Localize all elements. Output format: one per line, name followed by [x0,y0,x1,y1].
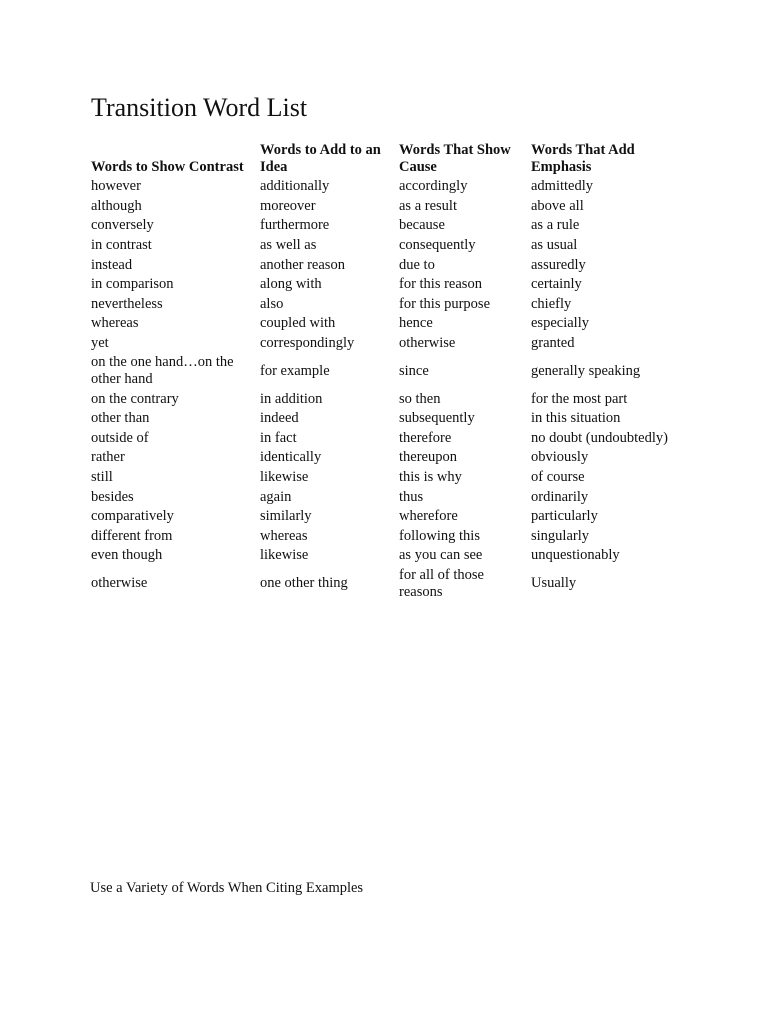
add-idea-word: again [260,488,292,505]
contrast-word: different from [91,527,173,544]
cause-word: for this reason [399,276,482,293]
table-row [90,409,690,429]
cause-word: otherwise [399,335,456,352]
table-row [90,566,690,602]
table-body [90,177,690,602]
emphasis-word: certainly [531,276,582,293]
add-idea-word: identically [260,449,322,466]
contrast-word: even though [91,547,163,564]
add-idea-word: additionally [260,178,330,195]
add-idea-word: also [260,295,284,312]
add-idea-word: as well as [260,237,317,254]
add-idea-word: one other thing [260,575,348,592]
cause-word: following this [399,527,480,544]
table-row [90,507,690,527]
cause-word: for this purpose [399,295,491,312]
contrast-word: whereas [91,315,139,332]
add-idea-word: likewise [260,547,309,564]
emphasis-word: obviously [531,449,589,466]
column-header-add-idea: Words to Add to an Idea [260,142,381,175]
add-idea-word: coupled with [260,315,336,332]
table-header-row [90,141,690,177]
contrast-word: on the one hand…on the other hand [91,354,234,388]
emphasis-word: particularly [531,508,598,525]
emphasis-word: admittedly [531,178,594,195]
emphasis-word: above all [531,197,584,214]
cause-word: thereupon [399,449,457,466]
emphasis-word: ordinarily [531,488,589,505]
table-row [90,353,690,389]
emphasis-word: chiefly [531,295,572,312]
table-row [90,527,690,547]
cause-word: hence [399,315,433,332]
table-row [90,448,690,468]
column-header-emphasis: Words That Add Emphasis [531,142,635,175]
cause-word: since [399,362,429,379]
cause-word: consequently [399,237,476,254]
table-row [90,468,690,488]
emphasis-word: in this situation [531,410,621,427]
contrast-word: rather [91,449,125,466]
contrast-word: yet [91,335,109,352]
contrast-word: conversely [91,217,154,234]
cause-word: accordingly [399,178,468,195]
page-title: Transition Word List [91,93,308,122]
contrast-word: besides [91,488,134,505]
cause-word: as you can see [399,547,483,564]
table-row [90,197,690,217]
contrast-word: otherwise [91,575,148,592]
cause-word: thus [399,488,424,505]
table-row [90,314,690,334]
emphasis-word: singularly [531,527,589,544]
add-idea-word: in addition [260,390,323,407]
contrast-word: on the contrary [91,390,179,407]
transition-word-table [90,141,690,602]
emphasis-word: Usually [531,575,577,592]
cause-word: as a result [399,197,457,214]
add-idea-word: another reason [260,256,345,273]
emphasis-word: unquestionably [531,547,620,564]
contrast-word: in comparison [91,276,174,293]
add-idea-word: moreover [260,197,316,214]
table-row [90,487,690,507]
contrast-word: however [91,178,141,195]
table-row [90,389,690,409]
emphasis-word: especially [531,315,589,332]
emphasis-word: assuredly [531,256,586,273]
cause-word: wherefore [399,508,458,525]
table-row [90,216,690,236]
column-header-contrast: Words to Show Contrast [91,159,244,175]
table-row [90,236,690,256]
add-idea-word: along with [260,276,322,293]
contrast-word: nevertheless [91,295,163,312]
emphasis-word: no doubt (undoubtedly) [531,429,668,446]
contrast-word: in contrast [91,237,152,254]
cause-word: subsequently [399,410,475,427]
add-idea-word: similarly [260,508,312,525]
add-idea-word: likewise [260,469,309,486]
contrast-word: other than [91,410,150,427]
emphasis-word: as usual [531,237,578,254]
contrast-word: still [91,469,113,486]
contrast-word: although [91,197,142,214]
table-row [90,255,690,275]
emphasis-word: generally speaking [531,362,641,379]
add-idea-word: indeed [260,410,299,427]
table-row [90,275,690,295]
footer-note: Use a Variety of Words When Citing Examples [90,880,364,896]
cause-word: due to [399,256,435,273]
emphasis-word: for the most part [531,390,628,407]
cause-word: therefore [399,429,452,446]
add-idea-word: furthermore [260,217,330,234]
contrast-word: outside of [91,429,149,446]
table-row [90,177,690,197]
contrast-word: comparatively [91,508,174,525]
cause-word: because [399,217,445,234]
table-row [90,546,690,566]
contrast-word: instead [91,256,133,273]
emphasis-word: granted [531,335,575,352]
table-row [90,334,690,354]
cause-word: this is why [399,469,462,486]
cause-word: for all of those reasons [399,566,484,600]
table-row [90,295,690,315]
add-idea-word: in fact [260,429,297,446]
cause-word: so then [399,390,441,407]
table-row [90,429,690,449]
add-idea-word: correspondingly [260,335,355,352]
column-header-cause: Words That Show Cause [399,142,511,175]
add-idea-word: whereas [260,527,308,544]
emphasis-word: of course [531,469,585,486]
emphasis-word: as a rule [531,217,580,234]
add-idea-word: for example [260,362,330,379]
